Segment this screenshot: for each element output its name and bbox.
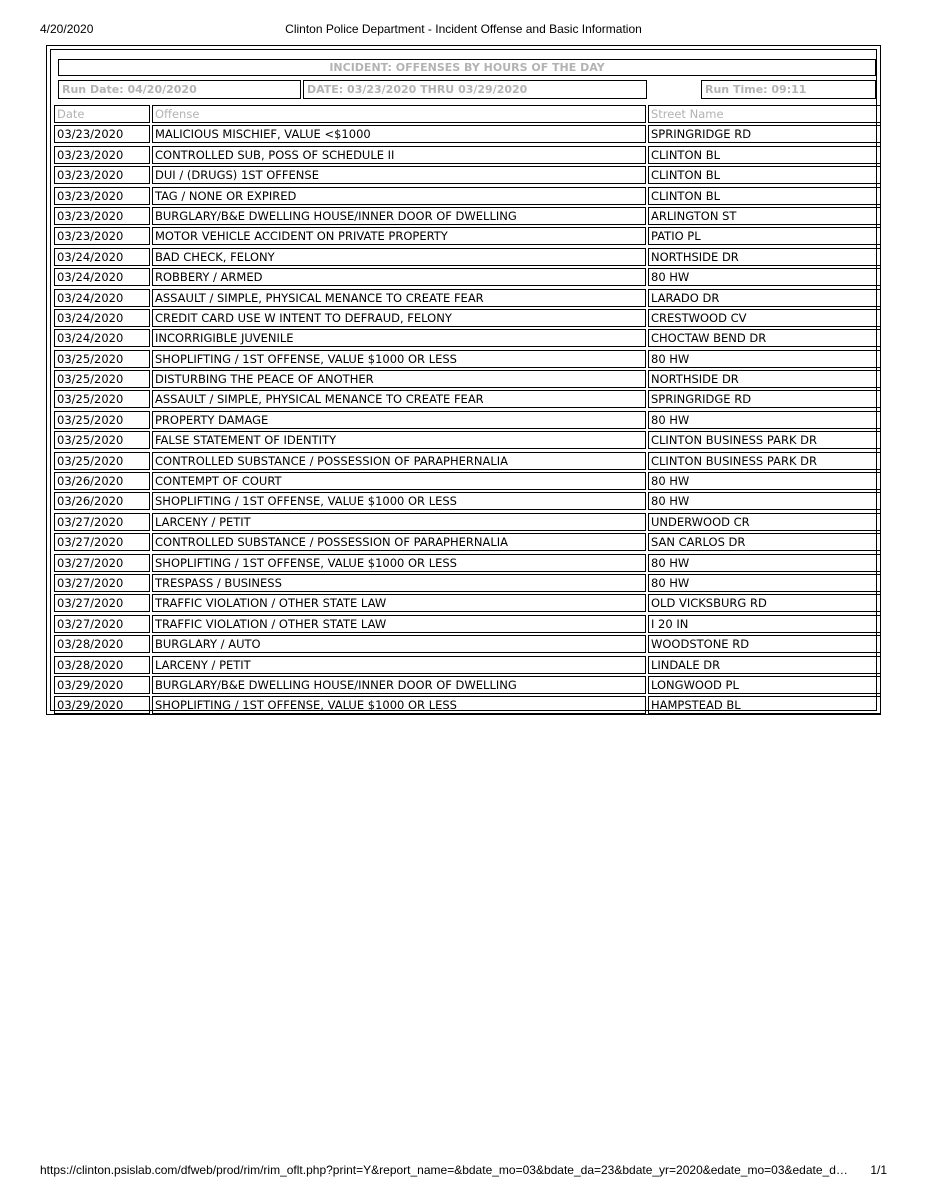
- table-row: [54, 451, 881, 471]
- table-row: [54, 124, 881, 144]
- cell-offense: CONTROLLED SUB, POSS OF SCHEDULE II: [152, 146, 646, 164]
- cell-street: 80 HW: [648, 472, 881, 490]
- print-header: [40, 22, 887, 38]
- print-title: Clinton Police Department - Incident Offense and Basic Information: [285, 22, 642, 36]
- cell-street: HAMPSTEAD BL: [648, 696, 881, 714]
- cell-offense: BURGLARY / AUTO: [152, 635, 646, 653]
- cell-date: 03/23/2020: [54, 227, 150, 245]
- cell-offense: BURGLARY/B&E DWELLING HOUSE/INNER DOOR OF DWELLING: [152, 207, 646, 225]
- cell-offense: TAG / NONE OR EXPIRED: [152, 187, 646, 205]
- cell-date: 03/29/2020: [54, 676, 150, 694]
- table-row: [54, 532, 881, 552]
- table-body: [54, 124, 881, 715]
- column-header-date: Date: [54, 105, 150, 123]
- cell-street: 80 HW: [648, 350, 881, 368]
- cell-offense: CONTROLLED SUBSTANCE / POSSESSION OF PARAPHERNALIA: [152, 452, 646, 470]
- cell-offense: TRESPASS / BUSINESS: [152, 574, 646, 592]
- cell-date: 03/24/2020: [54, 309, 150, 327]
- table-row: [54, 145, 881, 165]
- cell-offense: TRAFFIC VIOLATION / OTHER STATE LAW: [152, 594, 646, 612]
- cell-street: CHOCTAW BEND DR: [648, 329, 881, 347]
- table-row: [54, 471, 881, 491]
- table-row: [54, 247, 881, 267]
- table-row: [54, 389, 881, 409]
- table-row: [54, 655, 881, 675]
- cell-street: 80 HW: [648, 411, 881, 429]
- cell-offense: FALSE STATEMENT OF IDENTITY: [152, 431, 646, 449]
- cell-date: 03/26/2020: [54, 492, 150, 510]
- table-row: [54, 308, 881, 328]
- cell-street: UNDERWOOD CR: [648, 513, 881, 531]
- cell-offense: ASSAULT / SIMPLE, PHYSICAL MENANCE TO CREATE FEAR: [152, 390, 646, 408]
- report-frame: [46, 45, 881, 715]
- table-row: [54, 410, 881, 430]
- cell-offense: INCORRIGIBLE JUVENILE: [152, 329, 646, 347]
- cell-date: 03/27/2020: [54, 574, 150, 592]
- cell-date: 03/25/2020: [54, 350, 150, 368]
- cell-offense: CREDIT CARD USE W INTENT TO DEFRAUD, FELONY: [152, 309, 646, 327]
- cell-street: LINDALE DR: [648, 656, 881, 674]
- cell-date: 03/23/2020: [54, 166, 150, 184]
- cell-offense: BAD CHECK, FELONY: [152, 248, 646, 266]
- cell-street: CRESTWOOD CV: [648, 309, 881, 327]
- cell-date: 03/23/2020: [54, 207, 150, 225]
- cell-street: 80 HW: [648, 492, 881, 510]
- cell-offense: ROBBERY / ARMED: [152, 268, 646, 286]
- cell-street: SAN CARLOS DR: [648, 533, 881, 551]
- table-row: [54, 206, 881, 226]
- offense-table: [54, 104, 881, 716]
- table-row: [54, 512, 881, 532]
- report-inner-frame: [50, 49, 877, 711]
- cell-date: 03/25/2020: [54, 452, 150, 470]
- column-header-offense: Offense: [152, 105, 646, 123]
- table-row: [54, 491, 881, 511]
- cell-street: OLD VICKSBURG RD: [648, 594, 881, 612]
- page-number: 1/1: [870, 1163, 887, 1177]
- cell-street: NORTHSIDE DR: [648, 370, 881, 388]
- cell-date: 03/28/2020: [54, 656, 150, 674]
- cell-offense: ASSAULT / SIMPLE, PHYSICAL MENANCE TO CREATE FEAR: [152, 289, 646, 307]
- table-row: [54, 267, 881, 287]
- cell-date: 03/23/2020: [54, 187, 150, 205]
- cell-street: 80 HW: [648, 574, 881, 592]
- cell-offense: TRAFFIC VIOLATION / OTHER STATE LAW: [152, 615, 646, 633]
- cell-date: 03/23/2020: [54, 146, 150, 164]
- print-date: 4/20/2020: [40, 22, 94, 36]
- cell-date: 03/29/2020: [54, 696, 150, 714]
- cell-offense: CONTROLLED SUBSTANCE / POSSESSION OF PARAPHERNALIA: [152, 533, 646, 551]
- cell-date: 03/23/2020: [54, 125, 150, 143]
- cell-offense: BURGLARY/B&E DWELLING HOUSE/INNER DOOR OF DWELLING: [152, 676, 646, 694]
- print-url: https://clinton.psislab.com/dfweb/prod/rim/rim_oflt.php?print=Y&report_name=&bdate_mo=03&bdate_da=23&bdate_yr=2020&edate_mo=03&edate_d…: [40, 1163, 848, 1177]
- table-row: [54, 186, 881, 206]
- table-row: [54, 614, 881, 634]
- table-row: [54, 634, 881, 654]
- table-row: [54, 369, 881, 389]
- cell-street: CLINTON BL: [648, 146, 881, 164]
- cell-date: 03/27/2020: [54, 513, 150, 531]
- cell-date: 03/24/2020: [54, 329, 150, 347]
- cell-offense: SHOPLIFTING / 1ST OFFENSE, VALUE $1000 OR LESS: [152, 492, 646, 510]
- cell-date: 03/28/2020: [54, 635, 150, 653]
- cell-street: LARADO DR: [648, 289, 881, 307]
- cell-date: 03/27/2020: [54, 594, 150, 612]
- cell-offense: SHOPLIFTING / 1ST OFFENSE, VALUE $1000 OR LESS: [152, 554, 646, 572]
- run-date: Run Date: 04/20/2020: [58, 80, 301, 99]
- table-row: [54, 573, 881, 593]
- cell-date: 03/25/2020: [54, 390, 150, 408]
- cell-date: 03/27/2020: [54, 554, 150, 572]
- cell-street: CLINTON BUSINESS PARK DR: [648, 452, 881, 470]
- table-row: [54, 288, 881, 308]
- cell-street: NORTHSIDE DR: [648, 248, 881, 266]
- cell-offense: MOTOR VEHICLE ACCIDENT ON PRIVATE PROPERTY: [152, 227, 646, 245]
- cell-street: I 20 IN: [648, 615, 881, 633]
- cell-street: CLINTON BUSINESS PARK DR: [648, 431, 881, 449]
- report-title: INCIDENT: OFFENSES BY HOURS OF THE DAY: [58, 59, 876, 76]
- cell-offense: PROPERTY DAMAGE: [152, 411, 646, 429]
- cell-offense: DISTURBING THE PEACE OF ANOTHER: [152, 370, 646, 388]
- table-row: [54, 695, 881, 715]
- cell-offense: SHOPLIFTING / 1ST OFFENSE, VALUE $1000 OR LESS: [152, 350, 646, 368]
- cell-date: 03/25/2020: [54, 370, 150, 388]
- table-header-row: [54, 104, 881, 124]
- cell-street: ARLINGTON ST: [648, 207, 881, 225]
- cell-date: 03/25/2020: [54, 431, 150, 449]
- cell-street: WOODSTONE RD: [648, 635, 881, 653]
- cell-date: 03/24/2020: [54, 289, 150, 307]
- cell-offense: MALICIOUS MISCHIEF, VALUE <$1000: [152, 125, 646, 143]
- table-row: [54, 430, 881, 450]
- cell-date: 03/26/2020: [54, 472, 150, 490]
- cell-street: SPRINGRIDGE RD: [648, 125, 881, 143]
- table-row: [54, 165, 881, 185]
- cell-street: PATIO PL: [648, 227, 881, 245]
- cell-offense: LARCENY / PETIT: [152, 656, 646, 674]
- cell-offense: SHOPLIFTING / 1ST OFFENSE, VALUE $1000 OR LESS: [152, 696, 646, 714]
- table-row: [54, 328, 881, 348]
- run-time: Run Time: 09:11: [701, 80, 876, 99]
- cell-date: 03/24/2020: [54, 248, 150, 266]
- cell-street: SPRINGRIDGE RD: [648, 390, 881, 408]
- table-row: [54, 349, 881, 369]
- table-row: [54, 675, 881, 695]
- table-row: [54, 593, 881, 613]
- cell-date: 03/27/2020: [54, 533, 150, 551]
- cell-street: 80 HW: [648, 554, 881, 572]
- date-range: DATE: 03/23/2020 THRU 03/29/2020: [303, 80, 647, 99]
- table-row: [54, 226, 881, 246]
- cell-street: CLINTON BL: [648, 187, 881, 205]
- cell-date: 03/24/2020: [54, 268, 150, 286]
- cell-date: 03/25/2020: [54, 411, 150, 429]
- cell-date: 03/27/2020: [54, 615, 150, 633]
- cell-street: CLINTON BL: [648, 166, 881, 184]
- cell-offense: DUI / (DRUGS) 1ST OFFENSE: [152, 166, 646, 184]
- cell-street: 80 HW: [648, 268, 881, 286]
- cell-street: LONGWOOD PL: [648, 676, 881, 694]
- table-row: [54, 553, 881, 573]
- print-footer: [40, 1163, 887, 1179]
- cell-offense: CONTEMPT OF COURT: [152, 472, 646, 490]
- column-header-street: Street Name: [648, 105, 881, 123]
- cell-offense: LARCENY / PETIT: [152, 513, 646, 531]
